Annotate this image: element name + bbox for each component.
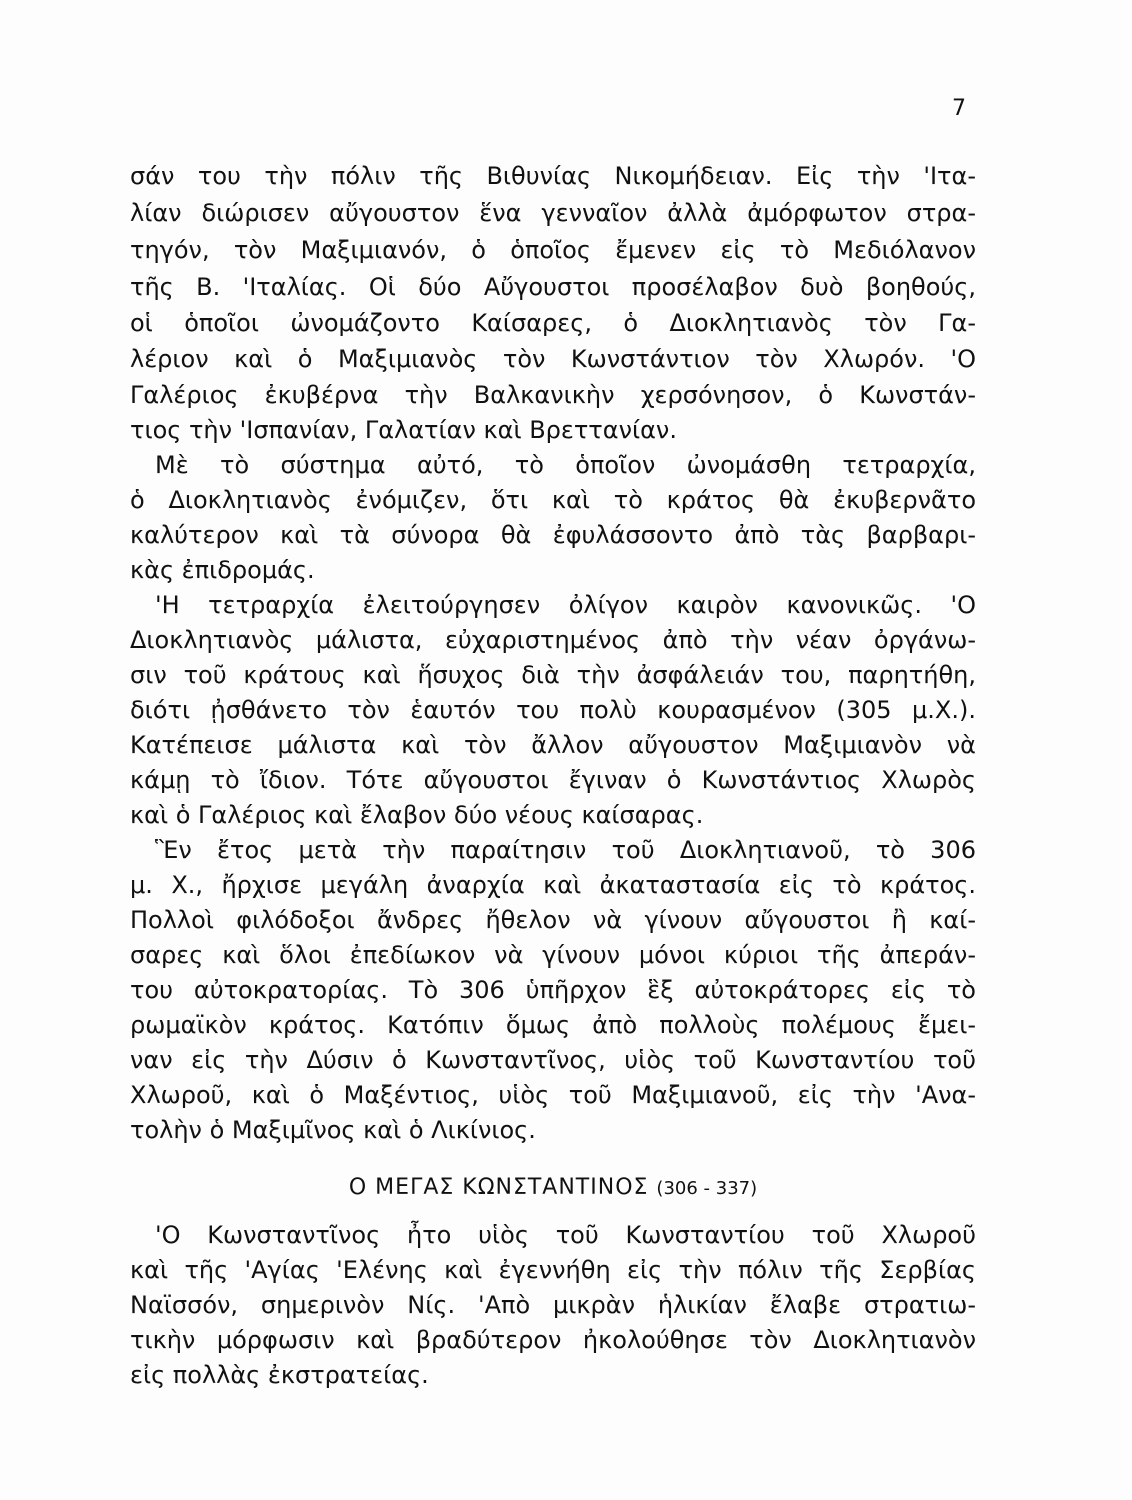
text-line: τιος τὴν 'Ισπανίαν, Γαλατίαν καὶ Βρεττανίαν. bbox=[130, 416, 677, 444]
text-line: Μὲ τὸ σύστημα αὐτό, τὸ ὁποῖον ὠνομάσθη τετραρχία, bbox=[155, 451, 976, 479]
text-line: λέριον καὶ ὁ Μαξιμιανὸς τὸν Κωνστάντιον τὸν Χλωρόν. 'Ο bbox=[130, 345, 976, 373]
text-line: λίαν διώρισεν αὔγουστον ἕνα γενναῖον ἀλλὰ ἀμόρφωτον στρα- bbox=[130, 199, 976, 227]
text-line: Ἓν ἔτος μετὰ τὴν παραίτησιν τοῦ Διοκλητιανοῦ, τὸ 306 bbox=[155, 836, 976, 864]
text-line: καλύτερον καὶ τὰ σύνορα θὰ ἐφυλάσσοντο ἀπὸ τὰς βαρβαρι- bbox=[130, 521, 976, 549]
text-line: Πολλοὶ φιλόδοξοι ἄνδρες ἤθελον νὰ γίνουν αὔγουστοι ἢ καί- bbox=[130, 906, 976, 934]
text-line: ρωμαϊκὸν κράτος. Κατόπιν ὅμως ἀπὸ πολλοὺς πολέμους ἔμει- bbox=[130, 1011, 976, 1039]
text-line: του αὐτοκρατορίας. Τὸ 306 ὑπῆρχον ἓξ αὐτοκράτορες εἰς τὸ bbox=[130, 976, 976, 1004]
text-line: Διοκλητιανὸς μάλιστα, εὐχαριστημένος ἀπὸ τὴν νέαν ὀργάνω- bbox=[130, 626, 976, 654]
text-line: ὁ Διοκλητιανὸς ἐνόμιζεν, ὅτι καὶ τὸ κράτος θὰ ἐκυβερνᾶτο bbox=[130, 486, 976, 514]
text-line: Κατέπεισε μάλιστα καὶ τὸν ἄλλον αὔγουστον Μαξιμιανὸν νὰ bbox=[130, 731, 976, 759]
page-number: 7 bbox=[952, 96, 966, 121]
text-line: ναν εἰς τὴν Δύσιν ὁ Κωνσταντῖνος, υἱὸς τοῦ Κωνσταντίου τοῦ bbox=[130, 1046, 976, 1074]
text-line: Χλωροῦ, καὶ ὁ Μαξέντιος, υἱὸς τοῦ Μαξιμιανοῦ, εἰς τὴν 'Ανα- bbox=[130, 1081, 976, 1109]
text-line: 'Ο Κωνσταντῖνος ἦτο υἱὸς τοῦ Κωνσταντίου τοῦ Χλωροῦ bbox=[155, 1221, 976, 1249]
section-heading-years: (306 - 337) bbox=[656, 1178, 758, 1199]
section-heading bbox=[130, 1172, 976, 1205]
text-line: 'Η τετραρχία ἐλειτούργησεν ὀλίγον καιρὸν κανονικῶς. 'Ο bbox=[155, 591, 976, 619]
text-line: τηγόν, τὸν Μαξιμιανόν, ὁ ὁποῖος ἔμενεν εἰς τὸ Μεδιόλανον bbox=[130, 236, 976, 264]
text-line: κάμῃ τὸ ἴδιον. Τότε αὔγουστοι ἔγιναν ὁ Κωνστάντιος Χλωρὸς bbox=[130, 766, 976, 794]
text-line: καὶ ὁ Γαλέριος καὶ ἔλαβον δύο νέους καίσαρας. bbox=[130, 801, 704, 829]
text-line: τικὴν μόρφωσιν καὶ βραδύτερον ἠκολούθησε τὸν Διοκλητιανὸν bbox=[130, 1326, 976, 1354]
text-line: εἰς πολλὰς ἐκστρατείας. bbox=[130, 1361, 429, 1389]
text-line: σιν τοῦ κράτους καὶ ἥσυχος διὰ τὴν ἀσφάλειάν του, παρητήθη, bbox=[130, 661, 976, 689]
text-line: διότι ᾐσθάνετο τὸν ἑαυτόν του πολὺ κουρασμένον (305 μ.Χ.). bbox=[130, 696, 976, 724]
text-line: Γαλέριος ἐκυβέρνα τὴν Βαλκανικὴν χερσόνησον, ὁ Κωνστάν- bbox=[130, 381, 976, 409]
section-heading-title: Ο ΜΕΓΑΣ ΚΩΝΣΤΑΝΤΙΝΟΣ bbox=[348, 1175, 649, 1200]
text-line: σαρες καὶ ὅλοι ἐπεδίωκον νὰ γίνουν μόνοι κύριοι τῆς ἀπεράν- bbox=[130, 941, 976, 969]
text-line: κὰς ἐπιδρομάς. bbox=[130, 556, 315, 584]
text-line: σάν του τὴν πόλιν τῆς Βιθυνίας Νικομήδειαν. Εἰς τὴν 'Ιτα- bbox=[130, 162, 976, 190]
text-line: μ. Χ., ἤρχισε μεγάλη ἀναρχία καὶ ἀκαταστασία εἰς τὸ κράτος. bbox=[130, 871, 976, 899]
text-line: οἱ ὁποῖοι ὠνομάζοντο Καίσαρες, ὁ Διοκλητιανὸς τὸν Γα- bbox=[130, 309, 976, 337]
text-line: τολὴν ὁ Μαξιμῖνος καὶ ὁ Λικίνιος. bbox=[130, 1116, 536, 1144]
text-line: καὶ τῆς 'Αγίας 'Ελένης καὶ ἐγεννήθη εἰς τὴν πόλιν τῆς Σερβίας bbox=[130, 1256, 976, 1284]
text-line: Ναϊσσόν, σημερινὸν Νίς. 'Απὸ μικρὰν ἡλικίαν ἔλαβε στρατιω- bbox=[130, 1291, 976, 1319]
text-line: τῆς Β. 'Ιταλίας. Οἱ δύο Αὔγουστοι προσέλαβον δυὸ βοηθούς, bbox=[130, 273, 976, 301]
